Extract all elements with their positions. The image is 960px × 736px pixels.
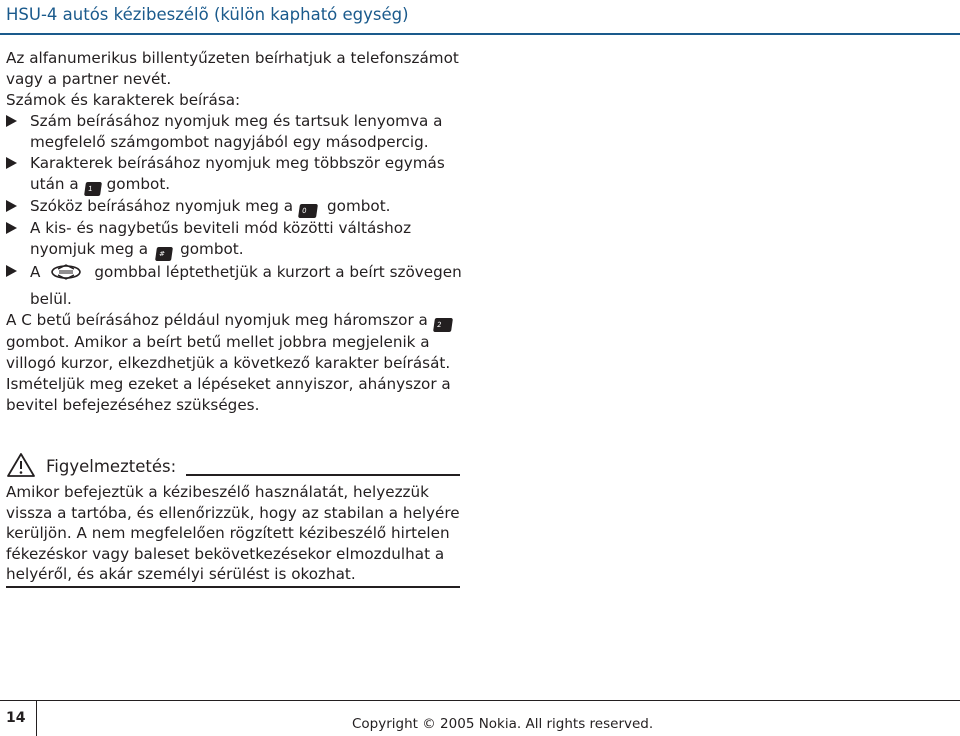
triangle-bullet-icon (6, 265, 17, 277)
warning-body: Amikor befejeztük a kézibeszélő használatát, helyezzük vissza a tartóba, és ellenőrizzük, hogy az stabilan a helyére kerüljön. A nem megfelelően rögzített kézibeszélő hirtelen fékezéskor vagy baleset bekövetkezésekor elmozdulhat a helyéről, és akár személyi sérülést is okozhat. (6, 483, 460, 583)
warning-title-rule (186, 474, 460, 476)
bullet-item (6, 196, 466, 218)
warning-title: Figyelmeztetés: (46, 457, 177, 476)
section-label: Számok és karakterek beírása: (6, 91, 241, 109)
page-number-box (0, 701, 37, 736)
footer-rule (0, 700, 960, 701)
scroll-key-icon (50, 261, 82, 289)
key-2-icon: 2 (433, 318, 453, 332)
bullet-text: gombbal léptethetjük a kurzort a beírt szövegen belül. (30, 263, 462, 308)
bullet-item (6, 261, 466, 310)
example-paragraph (6, 310, 466, 416)
triangle-bullet-icon (6, 200, 17, 212)
triangle-bullet-icon (6, 157, 17, 169)
bullet-text: gombot. (106, 175, 171, 193)
example-text: A C betű beírásához például nyomjuk meg háromszor a (6, 311, 428, 329)
bullet-item (6, 111, 466, 153)
bullet-item (6, 153, 466, 196)
page-header (0, 0, 960, 38)
bullet-text: Szám beírásához nyomjuk meg és tartsuk lenyomva a megfelelő számgombot nagyjából egy másodpercig. (30, 112, 443, 151)
bullet-text: gombot. (180, 240, 244, 258)
key-0-icon: 0 (298, 204, 318, 218)
bullet-text: Karakterek beírásához nyomjuk meg többször egymás után a (30, 154, 445, 193)
page-number: 14 (6, 710, 26, 726)
intro-paragraph: Az alfanumerikus billentyűzeten beírhatjuk a telefonszámot vagy a partner nevét. (6, 49, 459, 88)
bullet-text: A (30, 263, 41, 281)
warning-icon (6, 452, 36, 482)
key-1-icon: 1 (84, 182, 102, 196)
warning-bottom-rule (6, 586, 460, 588)
triangle-bullet-icon (6, 222, 17, 234)
header-rule (0, 33, 960, 35)
example-text: gombot. Amikor a beírt betű mellet jobbra megjelenik a villogó kurzor, elkezdhetjük a következő karakter beírását. Ismételjük meg ezeket a lépéseket annyiszor, ahányszor a bevitel befejezéséhez szükséges. (6, 333, 451, 414)
key-hash-icon: # (155, 247, 173, 261)
triangle-bullet-icon (6, 115, 17, 127)
page-title: HSU-4 autós kézibeszélõ (külön kapható egység) (6, 5, 409, 24)
bullet-text: gombot. (327, 197, 391, 215)
bullet-text: Szóköz beírásához nyomjuk meg a (30, 197, 294, 215)
warning-header (6, 452, 460, 482)
copyright-text: Copyright © 2005 Nokia. All rights reserved. (352, 716, 654, 732)
bullet-text: A kis- és nagybetűs beviteli mód közötti váltáshoz nyomjuk meg a (30, 219, 412, 258)
bullet-item (6, 218, 466, 261)
main-content (6, 48, 466, 416)
